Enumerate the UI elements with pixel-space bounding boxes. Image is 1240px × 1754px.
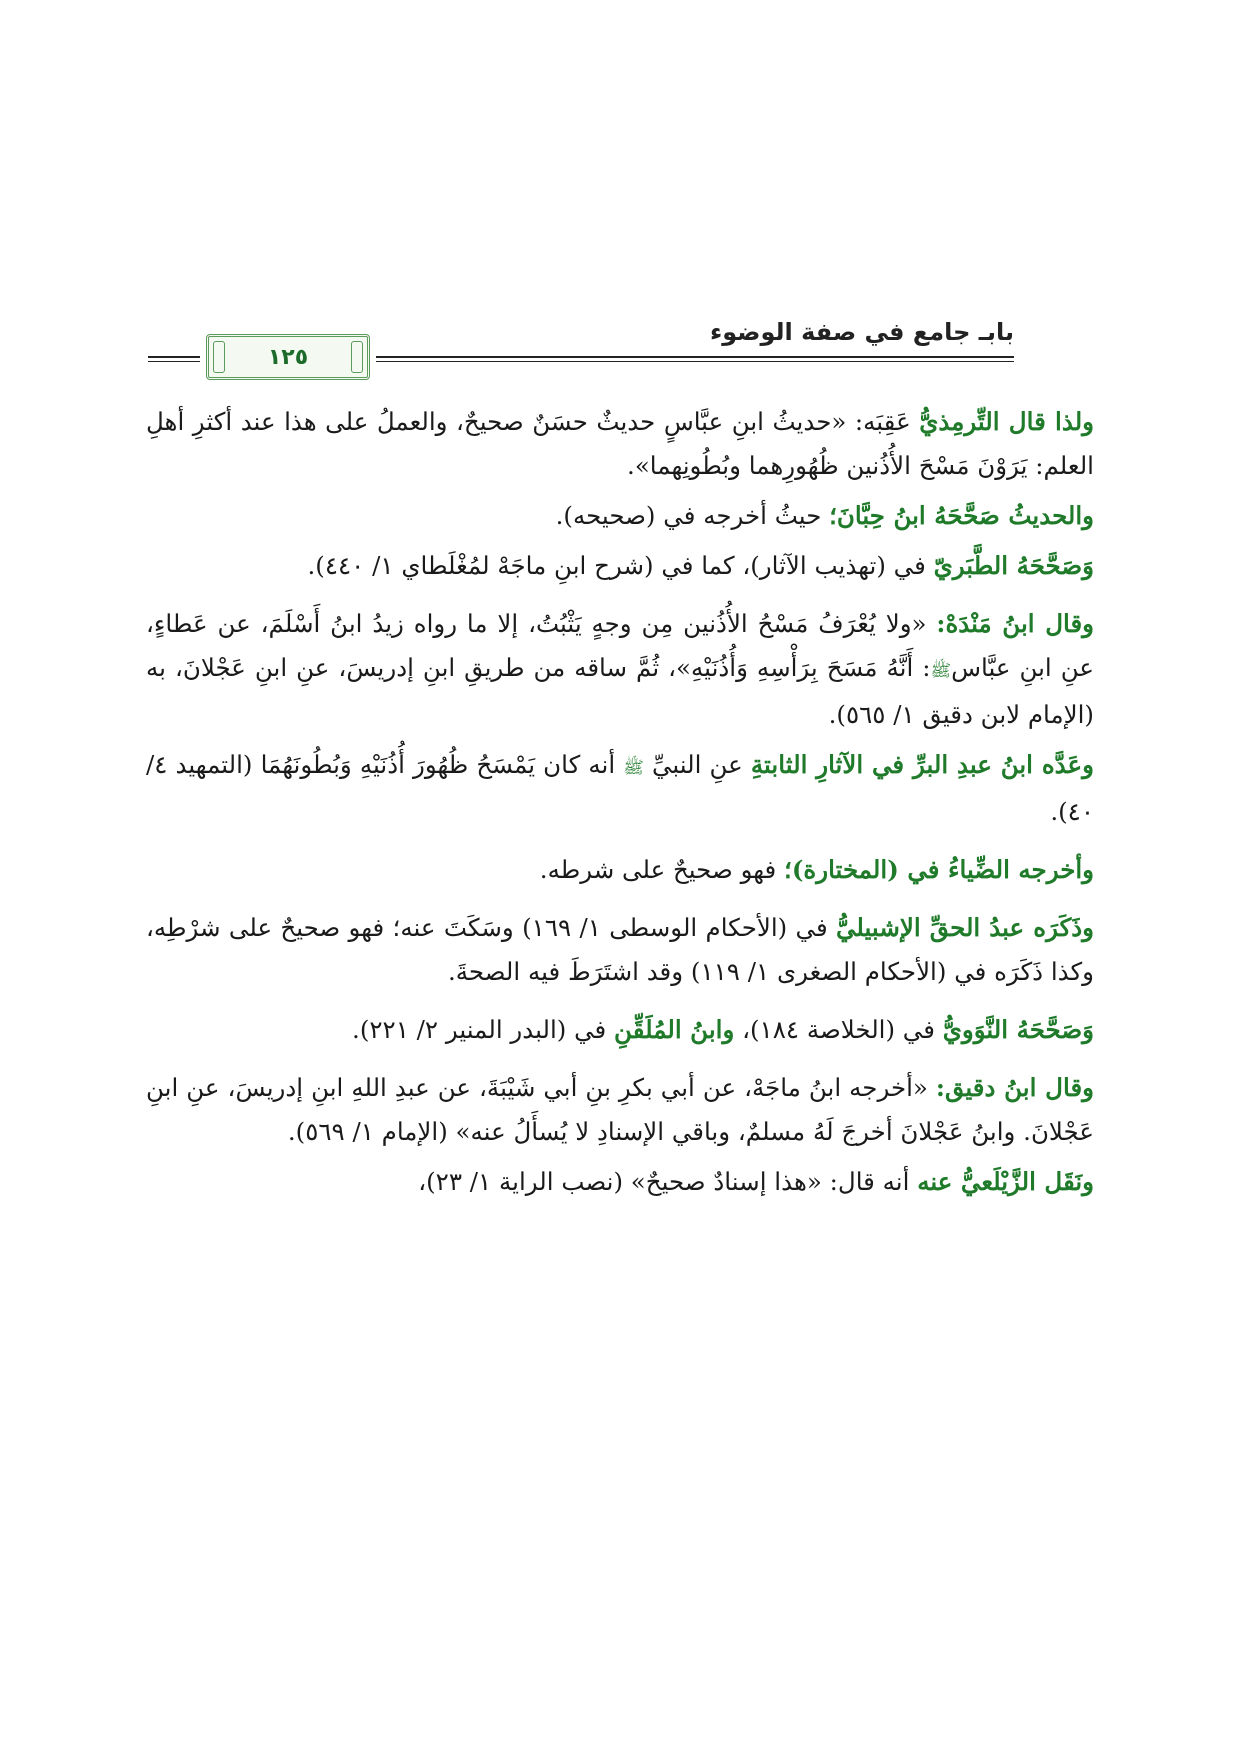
paragraph-text-continued: في (البدر المنير ٢/ ٢٢١). [352, 1015, 615, 1044]
paragraph-tabari [146, 544, 1094, 588]
paragraph-lead: والحديثُ صَحَّحَهُ ابنُ حِبَّانَ؛ [829, 501, 1094, 530]
paragraph-text-continued: : أَنَّهُ مَسَحَ بِرَأْسِهِ وَأُذُنَيْهِ»، ثُمَّ ساقه من طريقِ ابنِ إدريسَ، عنِ ابنِ عَجْلانَ، به (الإمام لابن دقيق ١/ ٥٦٥). [146, 653, 1094, 729]
paragraph-lead: وذَكَرَه عبدُ الحقِّ الإشبيليُّ [836, 913, 1094, 942]
paragraph-zaylai [146, 1160, 1094, 1204]
header-rule-left [148, 356, 200, 362]
paragraph-nawawi [146, 1008, 1094, 1052]
paragraph-lead: وقال ابنُ دقيق: [935, 1073, 1094, 1102]
paragraph-text: فهو صحيحٌ على شرطه. [539, 855, 785, 884]
paragraph-diya [146, 848, 1094, 892]
paragraph-text: في (الخلاصة ١٨٤)، [734, 1015, 943, 1044]
paragraph-lead: ونَقَل الزَّيْلَعيُّ عنه [917, 1167, 1094, 1196]
paragraph-text: «ولا يُعْرَفُ مَسْحُ الأُذُنين مِن وجهٍ يَثْبُتُ، إلا ما رواه زيدُ ابنُ أَسْلَمَ، عن عَطاءٍ، عنِ ابنِ عبَّاس [146, 609, 1094, 682]
paragraph-lead-second: وابنُ المُلَقِّنِ [614, 1015, 735, 1044]
body-text [146, 400, 1094, 1218]
paragraph-lead: وَصَحَّحَهُ الطَّبَريّ [933, 551, 1094, 580]
page-number-badge [206, 334, 370, 380]
paragraph-lead: وَصَحَّحَهُ النَّوَويُّ [942, 1015, 1094, 1044]
paragraph-ibn-abd-al-barr [146, 743, 1094, 834]
paragraph-text: عَقِبَه: «حديثُ ابنِ عبَّاسٍ حديثٌ حسَنٌ صحيحٌ، والعملُ على هذا عند أكثرِ أهلِ العلم: يَرَوْنَ مَسْحَ الأُذُنين ظُهُورِهما وبُطُونِهما». [146, 407, 1094, 480]
paragraph-lead: وقال ابنُ مَنْدَهْ: [936, 609, 1094, 638]
page-header [148, 318, 1014, 378]
paragraph-text: في (الأحكام الوسطى ١/ ١٦٩) وسَكَتَ عنه؛ فهو صحيحٌ على شرْطِه، وكذا ذَكَرَه في (الأحكام الصغرى ١/ ١١٩) وقد اشتَرَطَ فيه الصحةَ. [146, 913, 1094, 986]
paragraph-text: عنِ النبيِّ [651, 750, 751, 779]
page-number: ١٢٥ [267, 344, 309, 370]
paragraph-text: في (تهذيب الآثار)، كما في (شرح ابنِ ماجَهْ لمُغْلَطاي ١/ ٤٤٠). [307, 551, 934, 580]
header-rule-right [376, 356, 1014, 362]
paragraph-lead: ولذا قال التِّرمِذيُّ [919, 407, 1094, 436]
paragraph-text: حيثُ أخرجه في (صحيحه). [555, 501, 830, 530]
honorific-glyph: ﷺ [623, 758, 644, 778]
paragraph-text-continued: أنه كان يَمْسَحُ ظُهُورَ أُذُنَيْهِ وَبُطُونَهُمَا (التمهيد ٤/ ٤٠). [146, 750, 1094, 826]
paragraph-abd-al-haqq [146, 906, 1094, 994]
paragraph-text: أنه قال: «هذا إسنادٌ صحيحٌ» (نصب الراية ١/ ٢٣)، [418, 1167, 918, 1196]
paragraph-ibn-mandah [146, 602, 1094, 737]
honorific-glyph: ﷺ [930, 661, 952, 681]
paragraph-lead: وعَدَّه ابنُ عبدِ البرِّ في الآثارِ الثابتةِ [750, 750, 1094, 779]
paragraph-text: «أخرجه ابنُ ماجَهْ، عن أبي بكرِ بنِ أبي شَيْبَةَ، عن عبدِ اللهِ ابنِ إدريسَ، عنِ ابنِ عَجْلانَ. وابنُ عَجْلانَ أخرجَ لَهُ مسلمٌ، وباقي الإسنادِ لا يُسأَلُ عنه» (الإمام ١/ ٥٦٩). [146, 1073, 1094, 1146]
paragraph-tirmidhi [146, 400, 1094, 488]
chapter-title: بابـ جامع في صفة الوضوء [709, 318, 1014, 346]
paragraph-ibn-hibban [146, 494, 1094, 538]
paragraph-ibn-daqiq [146, 1066, 1094, 1154]
paragraph-lead: وأخرجه الضِّياءُ في (المختارة)؛ [784, 855, 1094, 884]
